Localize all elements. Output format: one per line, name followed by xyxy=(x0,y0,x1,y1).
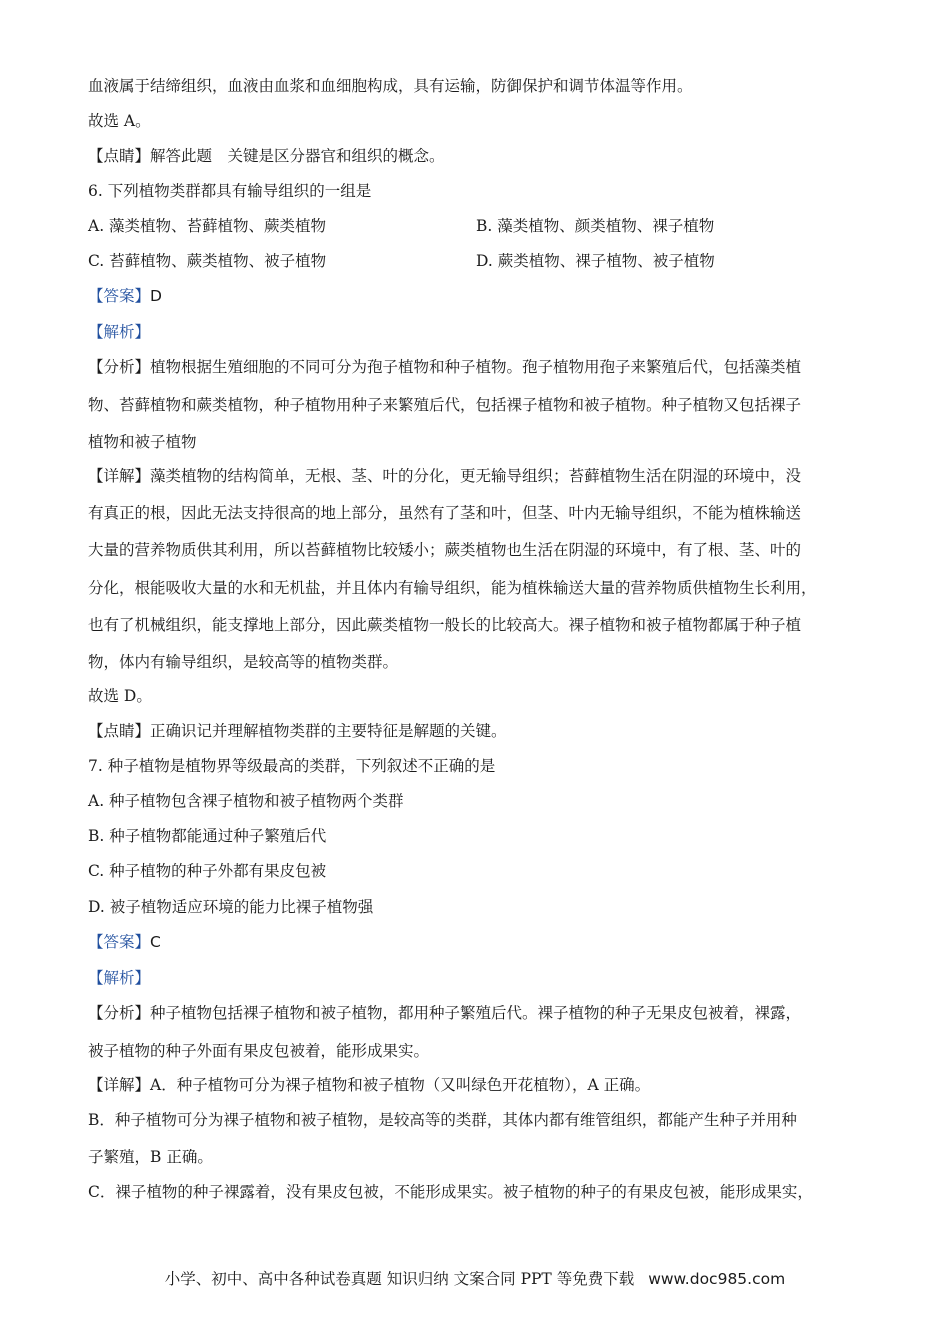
q6-option-a: A. 藻类植物、苔藓植物、蕨类植物 xyxy=(88,217,327,235)
page-footer xyxy=(0,1269,950,1289)
footer-text: 小学、初中、高中各种试卷真题 知识归纳 文案合同 PPT 等免费下载 xyxy=(164,1270,635,1288)
text-line: 分化，根能吸收大量的水和无机盐，并且体内有输导组织，能为植株输送大量的营养物质供植物生长利用， xyxy=(88,579,817,597)
tip-line: 【点睛】解答此题 关键是区分器官和组织的概念。 xyxy=(88,147,445,165)
q7-option-a: A. 种子植物包含裸子植物和被子植物两个类群 xyxy=(88,792,404,810)
text-line: 被子植物的种子外面有果皮包被着，能形成果实。 xyxy=(88,1042,430,1060)
analysis-label: 【解析】 xyxy=(88,969,151,987)
tip-line: 【点睛】正确识记并理解植物类群的主要特征是解题的关键。 xyxy=(88,722,507,740)
text-line: 血液属于结缔组织，血液由血浆和血细胞构成，具有运输，防御保护和调节体温等作用。 xyxy=(88,77,693,95)
q7-answer xyxy=(88,932,161,952)
answer-label: 【答案】 xyxy=(88,287,151,305)
text-line: 【分析】种子植物包括裸子植物和被子植物，都用种子繁殖后代。裸子植物的种子无果皮包被着，裸露， xyxy=(88,1004,802,1022)
answer-choice-line: 故选 D。 xyxy=(88,687,152,705)
text-line: 大量的营养物质供其利用，所以苔藓植物比较矮小；蕨类植物也生活在阴湿的环境中，有了根、茎、叶的 xyxy=(88,541,802,559)
q6-option-b: B. 藻类植物、颜类植物、裸子植物 xyxy=(476,217,715,235)
text-line: 物，体内有输导组织，是较高等的植物类群。 xyxy=(88,653,399,671)
text-line: 植物和被子植物 xyxy=(88,433,197,451)
q7-option-b: B. 种子植物都能通过种子繁殖后代 xyxy=(88,827,327,845)
answer-value: C xyxy=(150,933,161,951)
text-line: 子繁殖，B 正确。 xyxy=(88,1148,213,1166)
answer-choice-line: 故选 A。 xyxy=(88,112,151,130)
text-line: 【详解】藻类植物的结构简单，无根、茎、叶的分化，更无输导组织；苔藓植物生活在阴湿的环境中，没 xyxy=(88,467,802,485)
text-line: C．裸子植物的种子裸露着，没有果皮包被，不能形成果实。被子植物的种子的有果皮包被，能形成果实， xyxy=(88,1183,813,1201)
analysis-label: 【解析】 xyxy=(88,323,151,341)
text-line: 物、苔藓植物和蕨类植物，种子植物用种子来繁殖后代，包括裸子植物和被子植物。种子植物又包括裸子 xyxy=(88,396,802,414)
answer-label: 【答案】 xyxy=(88,933,151,951)
text-line: B．种子植物可分为裸子植物和被子植物，是较高等的类群，其体内都有维管组织，都能产生种子并用种 xyxy=(88,1111,797,1129)
q7-option-d: D. 被子植物适应环境的能力比裸子植物强 xyxy=(88,898,374,916)
q6-option-d: D. 蕨类植物、裸子植物、被子植物 xyxy=(476,252,715,270)
text-line: 也有了机械组织，能支撑地上部分，因此蕨类植物一般长的比较高大。裸子植物和被子植物都属于种子植 xyxy=(88,616,802,634)
q6-answer xyxy=(88,286,162,306)
question-6: 6. 下列植物类群都具有输导组织的一组是 xyxy=(88,182,372,200)
q7-option-c: C. 种子植物的种子外都有果皮包被 xyxy=(88,862,327,880)
text-line: 有真正的根，因此无法支持很高的地上部分，虽然有了茎和叶，但茎、叶内无输导组织，不能为植株输送 xyxy=(88,504,802,522)
footer-url[interactable]: www.doc985.com xyxy=(648,1270,786,1288)
text-line: 【详解】A．种子植物可分为裸子植物和被子植物（又叫绿色开花植物），A 正确。 xyxy=(88,1076,651,1094)
question-7: 7. 种子植物是植物界等级最高的类群，下列叙述不正确的是 xyxy=(88,757,496,775)
text-line: 【分析】植物根据生殖细胞的不同可分为孢子植物和种子植物。孢子植物用孢子来繁殖后代，包括藻类植 xyxy=(88,358,802,376)
answer-value: D xyxy=(150,287,162,305)
q6-option-c: C. 苔藓植物、蕨类植物、被子植物 xyxy=(88,252,327,270)
